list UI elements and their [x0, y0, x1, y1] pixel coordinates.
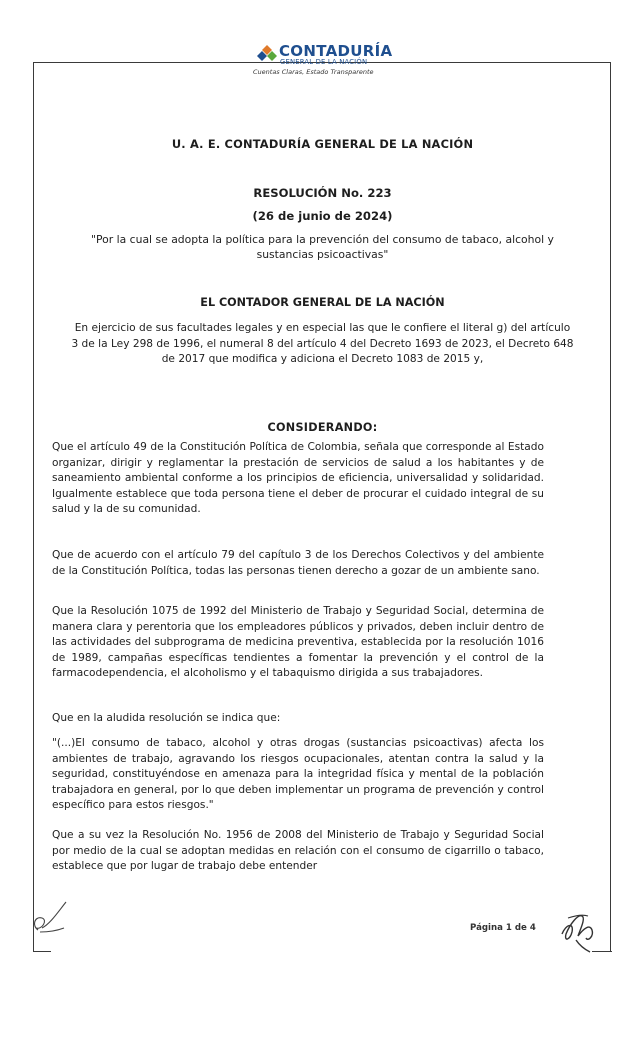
resolution-number: RESOLUCIÓN No. 223 [253, 186, 392, 200]
entity-heading: U. A. E. CONTADURÍA GENERAL DE LA NACIÓN [171, 137, 474, 151]
legal-powers: En ejercicio de sus facultades legales y en especial las que le confiere el literal g) del artículo 3 de la Ley 298 de 1996, el numeral 8 del artículo 4 del Decreto 1693 de 2023, el Decreto 648 de 2017 que modifica y adiciona el Decreto 1083 de 2015 y, [71, 322, 574, 365]
page-number: Página 1 de 4 [470, 923, 536, 933]
logo-subtitle: GENERAL DE LA NACIÓN [280, 58, 368, 66]
considering-paragraph-3: Que la Resolución 1075 de 1992 del Ministerio de Trabajo y Seguridad Social, determina de manera clara y perentoria que los empleadores públicos y privados, deben incluir dentro de las actividades del subprograma de medicina preventiva, establecida por la resolución 1016 de 1989, campañas específicas tendientes a fomentar la prevención y el control de la farmacodependencia, el alcoholismo y el tabaquismo dirigida a sus trabajadores. [52, 605, 544, 680]
considering-paragraph-2: Que de acuerdo con el artículo 79 del capítulo 3 de los Derechos Colectivos y del ambiente de la Constitución Política, todas las personas tienen derecho a gozar de un ambiente sano. [52, 549, 544, 577]
page-border-bottom-left [33, 951, 51, 952]
considering-quote: "(...)El consumo de tabaco, alcohol y otras drogas (sustancias psicoactivas) afecta los ambientes de trabajo, agravando los riesgos ocupacionales, atentan contra la salud y la seguridad, constituyéndose en amenaza para la integridad física y mental de la población trabajadora en general, por lo que deben implementar un programa de prevención y control específico para estos riesgos." [52, 737, 544, 812]
considering-paragraph-1: Que el artículo 49 de la Constitución Política de Colombia, señala que corresponde al Estado organizar, dirigir y reglamentar la prestación de servicios de salud a los habitantes y de saneamiento ambiental conforme a los principios de eficiencia, universalidad y solidaridad. Igualmente establece que toda persona tiene el deber de procurar el cuidado integral de su salud y la de su comunidad. [52, 441, 544, 516]
initials-signature-left [28, 898, 72, 936]
institution-logo [253, 42, 393, 82]
considering-paragraph-4: Que en la aludida resolución se indica que: [52, 712, 281, 724]
logo-mark-icon [257, 44, 277, 64]
logo-title: CONTADURÍA [279, 42, 393, 60]
considering-heading: CONSIDERANDO: [267, 421, 378, 434]
resolution-date: (26 de junio de 2024) [252, 209, 393, 223]
resolution-subject: "Por la cual se adopta la política para la prevención del consumo de tabaco, alcohol y sustancias psicoactivas" [91, 233, 554, 261]
official-title: EL CONTADOR GENERAL DE LA NACIÓN [200, 296, 445, 309]
considering-paragraph-6: Que a su vez la Resolución No. 1956 de 2008 del Ministerio de Trabajo y Seguridad Social por medio de la cual se adoptan medidas en relación con el consumo de cigarrillo o tabaco, establece que por lugar de trabajo debe entender [52, 829, 544, 873]
signature-right [556, 906, 600, 956]
logo-tagline: Cuentas Claras, Estado Transparente [253, 68, 374, 76]
